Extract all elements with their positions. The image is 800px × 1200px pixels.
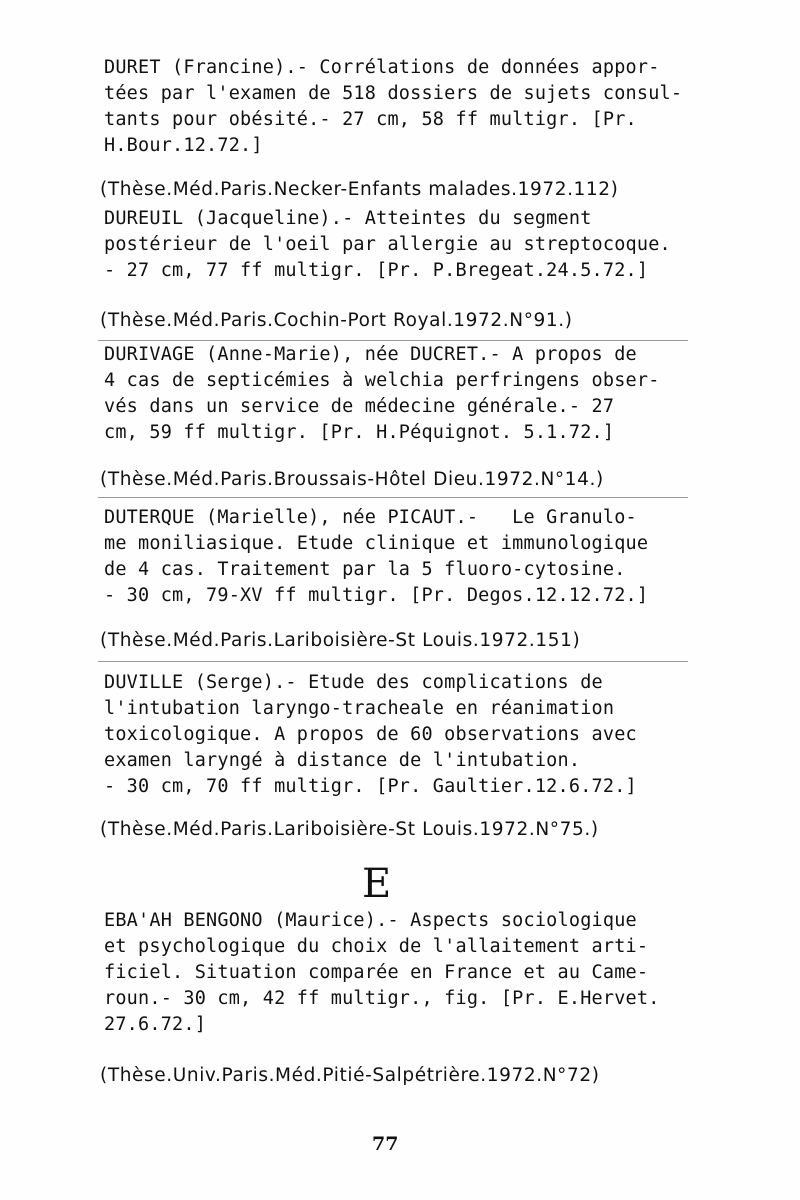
entry-text-line: vés dans un service de médecine générale.- 27 — [104, 396, 615, 417]
entry-text-line: toxicologique. A propos de 60 observations avec — [104, 724, 637, 745]
entry-text-line: DURET (Francine).- Corrélations de données appor- — [104, 57, 660, 78]
bibliography-entry — [104, 670, 704, 800]
entry-text-line: roun.- 30 cm, 42 ff multigr., fig. [Pr. E.Hervet. — [104, 988, 660, 1009]
thesis-reference: (Thèse.Méd.Paris.Necker-Enfants malades.1972.112) — [100, 179, 619, 200]
bibliography-entry — [104, 206, 704, 284]
bibliography-entry — [104, 908, 704, 1038]
entry-text-line: de 4 cas. Traitement par la 5 fluoro-cytosine. — [104, 559, 626, 580]
entry-text-line: me moniliasique. Etude clinique et immunologique — [104, 533, 649, 554]
entry-text-line: DUTERQUE (Marielle), née PICAUT.- Le Granulo- — [104, 507, 637, 528]
entry-text-line: postérieur de l'oeil par allergie au streptocoque. — [104, 234, 671, 255]
entry-text-line: ficiel. Situation comparée en France et au Came- — [104, 962, 649, 983]
thesis-reference: (Thèse.Méd.Paris.Lariboisière-St Louis.1972.151) — [100, 630, 581, 651]
entry-text-line: - 30 cm, 79-XV ff multigr. [Pr. Degos.12.12.72.] — [104, 585, 649, 606]
entry-text-line: H.Bour.12.72.] — [104, 135, 263, 156]
entry-text-line: et psychologique du choix de l'allaitement arti- — [104, 936, 649, 957]
entry-text-line: tées par l'examen de 518 dossiers de sujets consul- — [104, 83, 683, 104]
thesis-reference: (Thèse.Méd.Paris.Cochin-Port Royal.1972.N°91.) — [100, 310, 573, 331]
entry-text-line: l'intubation laryngo-tracheale en réanimation — [104, 698, 615, 719]
bibliography-entry — [104, 55, 704, 159]
separator-line — [98, 340, 688, 341]
entry-text-line: 27.6.72.] — [104, 1014, 207, 1035]
thesis-reference: (Thèse.Méd.Paris.Lariboisière-St Louis.1972.N°75.) — [100, 819, 599, 840]
entry-text-line: DUREUIL (Jacqueline).- Atteintes du segment — [104, 208, 592, 229]
separator-line — [98, 661, 688, 662]
entry-text-line: - 30 cm, 70 ff multigr. [Pr. Gaultier.12.6.72.] — [104, 776, 637, 797]
entry-text-line: DURIVAGE (Anne-Marie), née DUCRET.- A propos de — [104, 344, 637, 365]
entry-text-line: 4 cas de septicémies à welchia perfringens obser- — [104, 370, 660, 391]
entry-text-line: EBA'AH BENGONO (Maurice).- Aspects sociologique — [104, 910, 637, 931]
entry-text-line: tants pour obésité.- 27 cm, 58 ff multigr. [Pr. — [104, 109, 637, 130]
section-letter-heading: E — [362, 861, 392, 907]
entry-text-line: DUVILLE (Serge).- Etude des complications de — [104, 672, 603, 693]
entry-text-line: - 27 cm, 77 ff multigr. [Pr. P.Bregeat.24.5.72.] — [104, 260, 649, 281]
entry-text-line: examen laryngé à distance de l'intubation. — [104, 750, 581, 771]
page-number: 77 — [372, 1133, 399, 1155]
thesis-reference: (Thèse.Univ.Paris.Méd.Pitié-Salpétrière.1972.N°72) — [100, 1065, 600, 1086]
thesis-reference: (Thèse.Méd.Paris.Broussais-Hôtel Dieu.1972.N°14.) — [100, 469, 604, 490]
separator-line — [98, 497, 688, 498]
bibliography-entry — [104, 505, 704, 609]
bibliography-entry — [104, 342, 704, 446]
entry-text-line: cm, 59 ff multigr. [Pr. H.Péquignot. 5.1.72.] — [104, 422, 615, 443]
